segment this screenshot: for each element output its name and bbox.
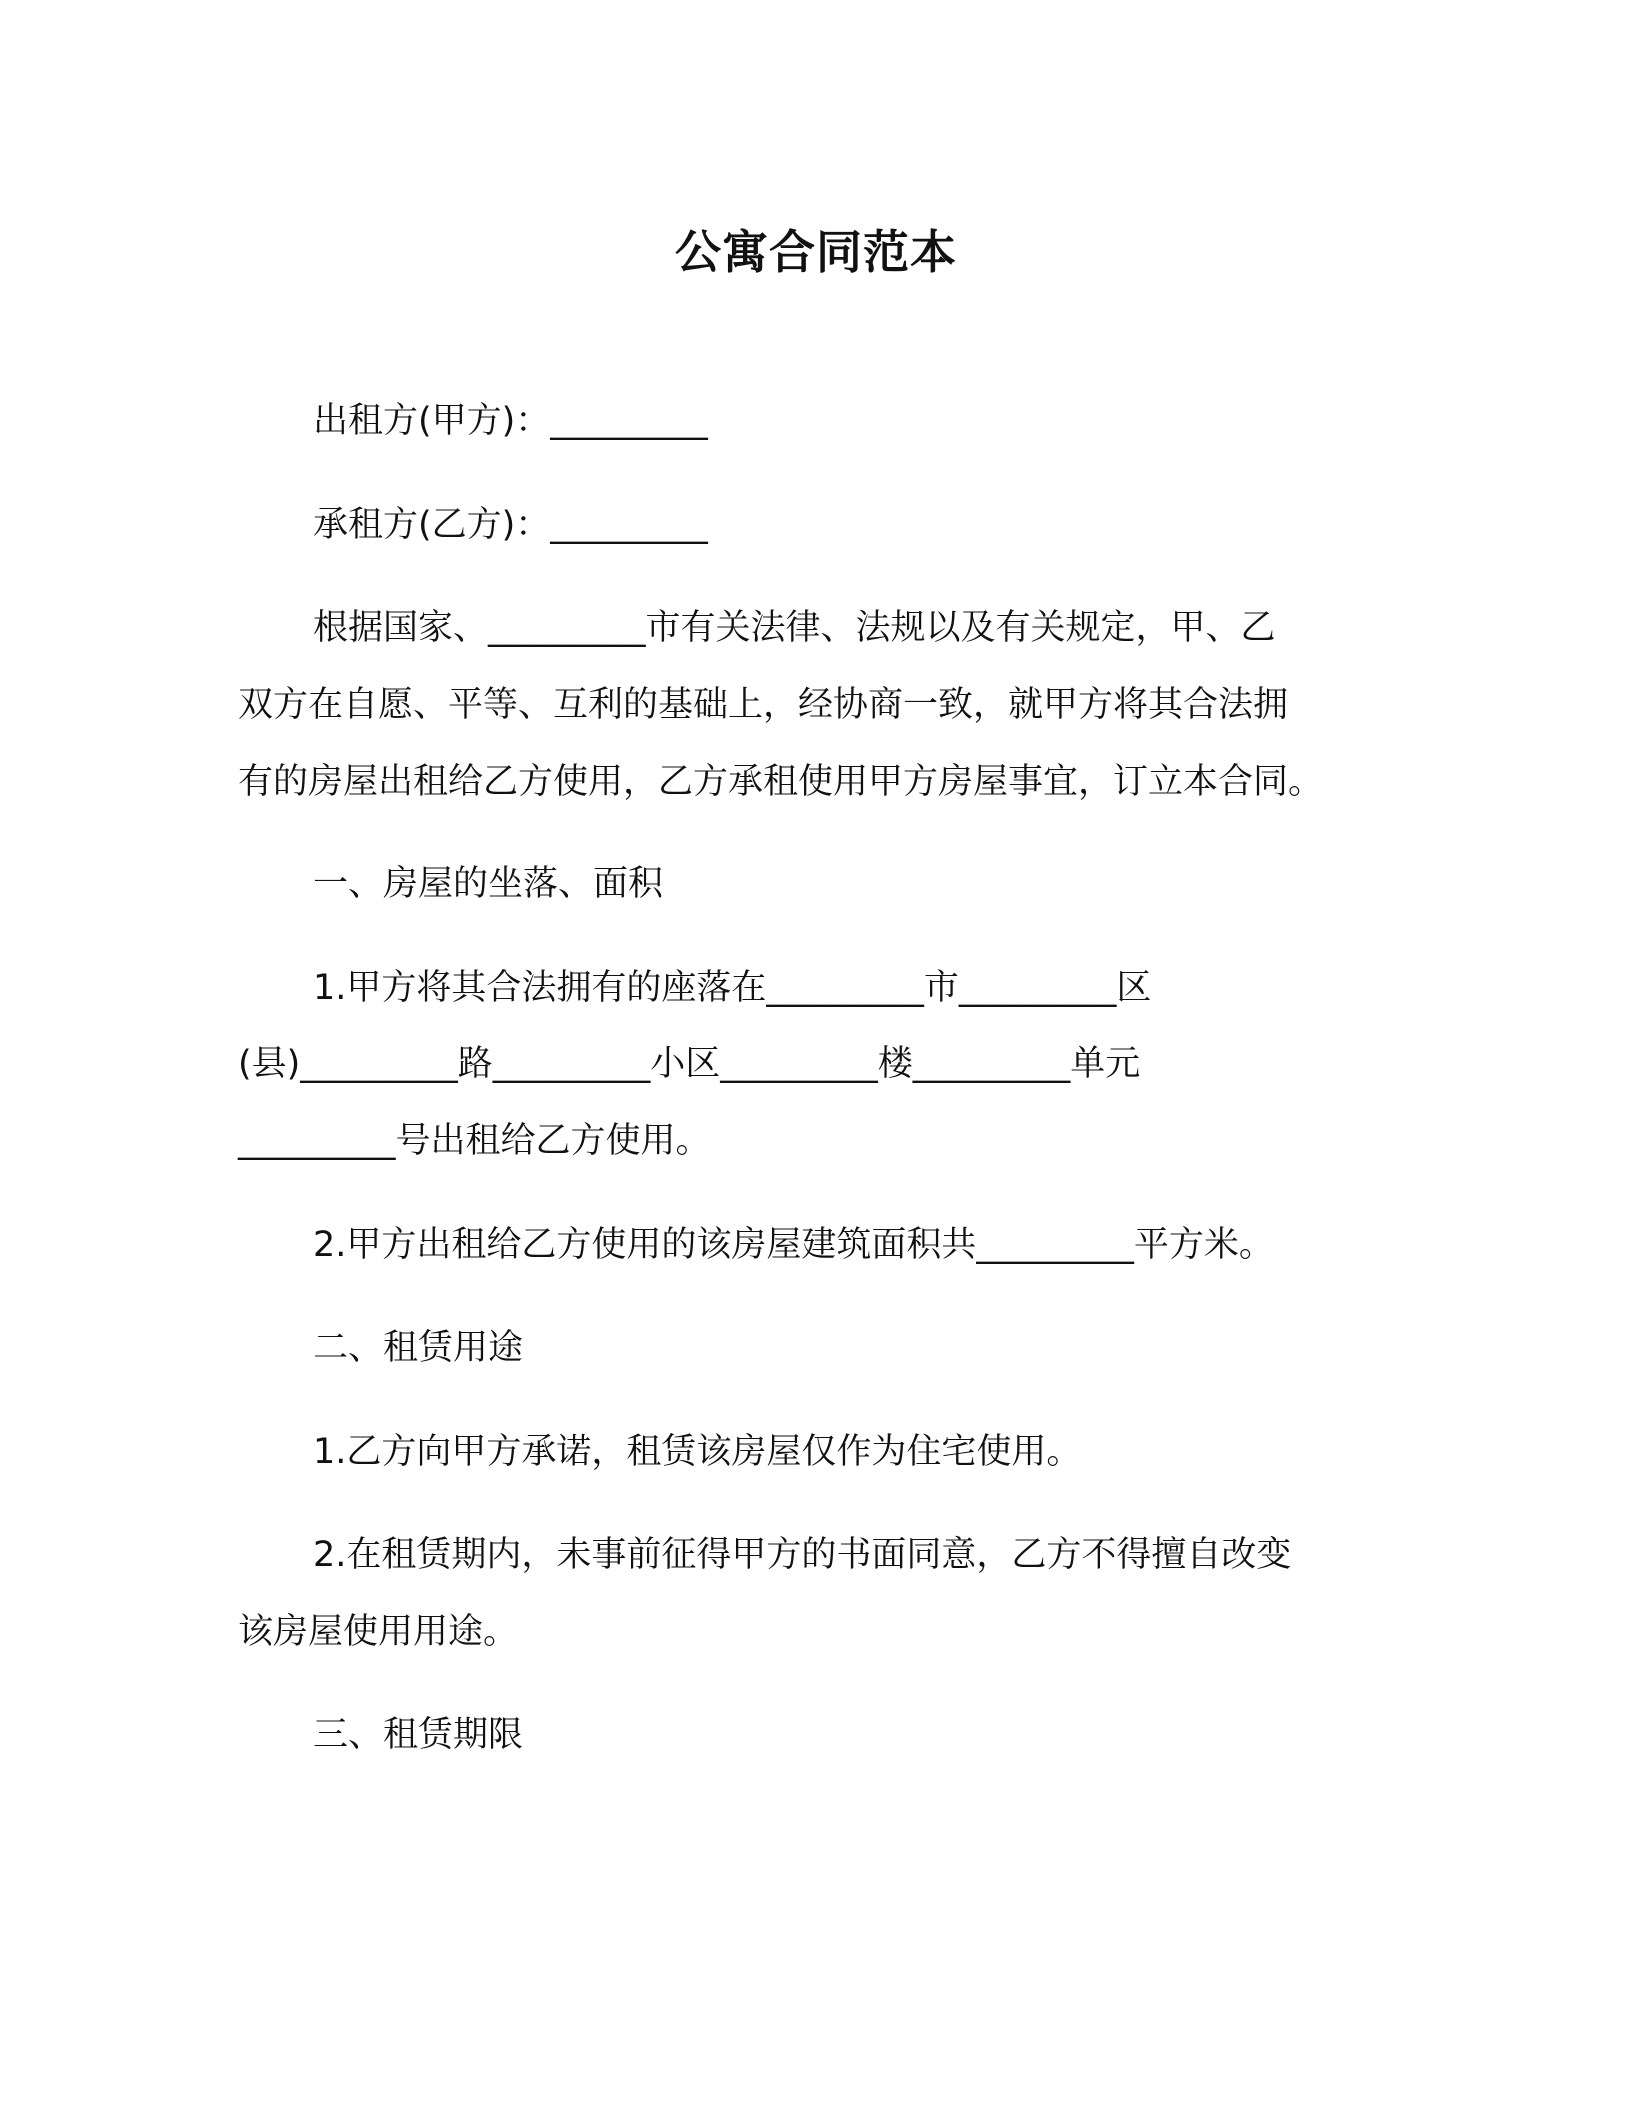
lessee-field-line: 承租方(乙方)：_________ — [313, 505, 708, 545]
section-heading: 三、租赁期限 — [313, 1715, 524, 1755]
lessor-field-line: 出租方(甲方)：_________ — [313, 401, 708, 441]
section-heading: 一、房屋的坐落、面积 — [313, 864, 664, 904]
clause-line: 1.甲方将其合法拥有的座落在_________市_________区 — [313, 968, 1152, 1008]
clause-line: (县)_________路_________小区_________楼_________单元 — [238, 1044, 1141, 1084]
preamble-line: 双方在自愿、平等、互利的基础上，经协商一致，就甲方将其合法拥 — [238, 685, 1289, 725]
clause-line: _________号出租给乙方使用。 — [238, 1121, 711, 1161]
clause-line: 2.在租赁期内，未事前征得甲方的书面同意，乙方不得擅自改变 — [313, 1535, 1292, 1575]
preamble-line: 根据国家、_________市有关法律、法规以及有关规定，甲、乙 — [313, 608, 1276, 648]
clause-line: 2.甲方出租给乙方使用的该房屋建筑面积共_________平方米。 — [313, 1225, 1274, 1265]
preamble-line: 有的房屋出租给乙方使用，乙方承租使用甲方房屋事宜，订立本合同。 — [238, 762, 1324, 802]
clause-line: 1.乙方向甲方承诺，租赁该房屋仅作为住宅使用。 — [313, 1432, 1082, 1472]
clause-line: 该房屋使用用途。 — [238, 1612, 519, 1652]
section-heading: 二、租赁用途 — [313, 1328, 524, 1368]
document-title: 公寓合同范本 — [675, 225, 957, 279]
